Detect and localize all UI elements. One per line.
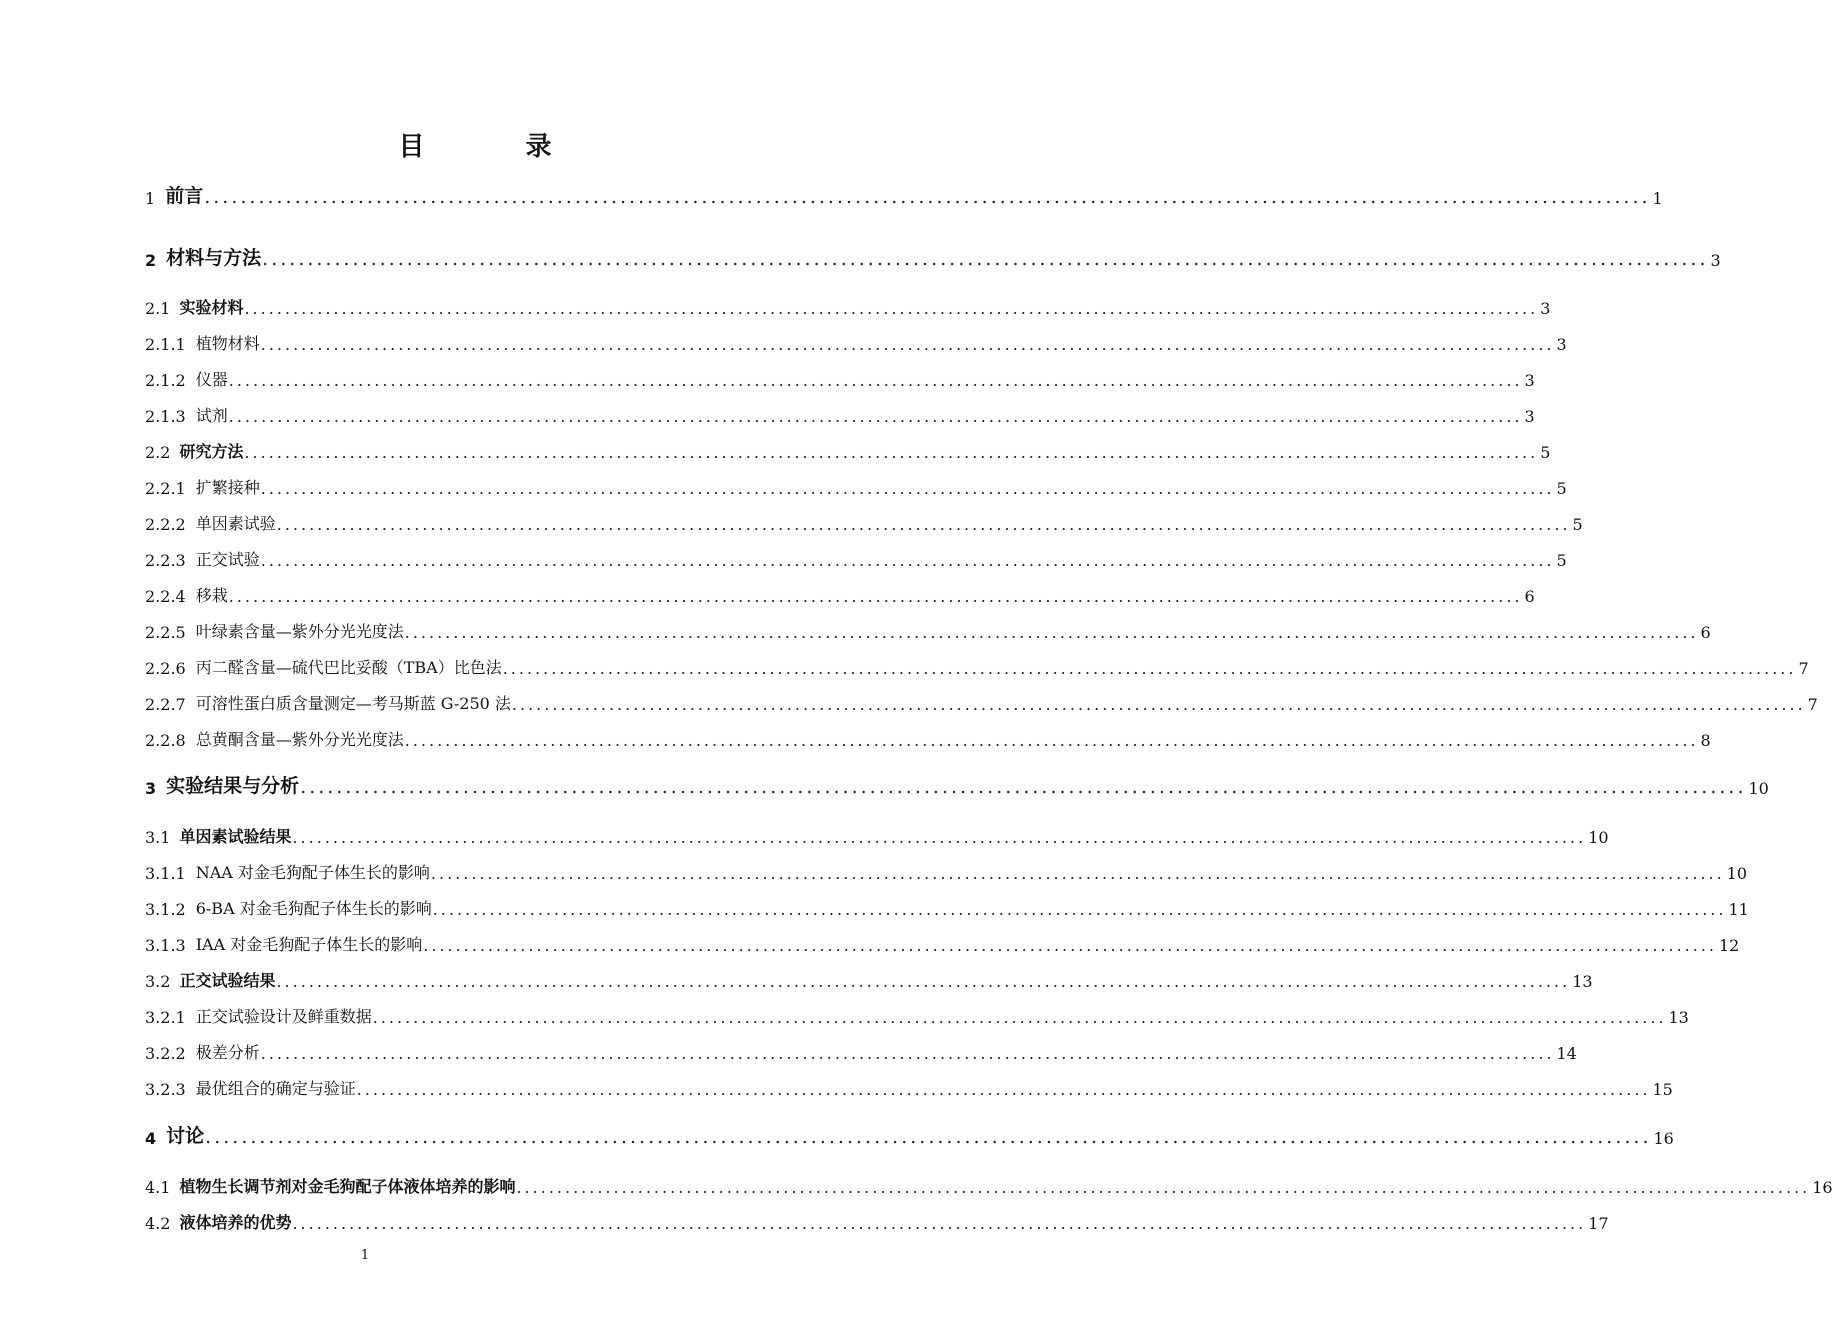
toc-entry[interactable] xyxy=(145,506,1583,534)
toc-entry[interactable] xyxy=(145,434,1551,462)
dot-leader: ................................................................................................................................................................ xyxy=(276,515,1571,534)
toc-entry[interactable] xyxy=(145,686,1818,714)
toc-entry-title: 叶绿素含量—紫外分光光度法 xyxy=(195,622,404,641)
toc-entry-page: 1 xyxy=(1652,189,1663,208)
dot-leader: ................................................................................................................................................................ xyxy=(262,248,1709,270)
toc-entry-title: 植物生长调节剂对金毛狗配子体液体培养的影响 xyxy=(179,1177,516,1196)
toc-entry-page: 13 xyxy=(1668,1008,1689,1027)
dot-leader: ................................................................................................................................................................ xyxy=(260,551,1555,570)
toc-entry[interactable] xyxy=(145,722,1711,750)
dot-leader: ................................................................................................................................................................ xyxy=(292,1214,1587,1233)
toc-entry-number: 2.2.4 xyxy=(145,587,186,606)
toc-entry-number: 3.1 xyxy=(145,828,171,847)
toc-entry[interactable] xyxy=(145,891,1749,919)
toc-entry-page: 3 xyxy=(1524,407,1535,426)
toc-entry[interactable] xyxy=(145,578,1535,606)
toc-entry-page: 7 xyxy=(1807,695,1818,714)
toc-entry-page: 3 xyxy=(1556,335,1567,354)
toc-entry-title: 实验材料 xyxy=(179,298,244,317)
dot-leader: ................................................................................................................................................................ xyxy=(432,900,1727,919)
toc-entry-number: 3.2 xyxy=(145,972,171,991)
dot-leader: ................................................................................................................................................................ xyxy=(228,587,1523,606)
toc-entry-number: 3.2.1 xyxy=(145,1008,186,1027)
dot-leader: ................................................................................................................................................................ xyxy=(260,335,1555,354)
dot-leader: ................................................................................................................................................................ xyxy=(511,695,1806,714)
dot-leader: ................................................................................................................................................................ xyxy=(356,1080,1651,1099)
toc-entry-page: 3 xyxy=(1710,251,1721,270)
toc-entry-page: 10 xyxy=(1748,779,1769,798)
toc-entry-number: 2.2.5 xyxy=(145,623,186,642)
toc-entry[interactable] xyxy=(145,180,1663,208)
dot-leader: ................................................................................................................................................................ xyxy=(502,659,1797,678)
toc-entry-number: 2.2 xyxy=(145,443,171,462)
dot-leader: ................................................................................................................................................................ xyxy=(430,864,1725,883)
dot-leader: ................................................................................................................................................................ xyxy=(228,407,1523,426)
toc-entry-number: 2.2.1 xyxy=(145,479,186,498)
toc-entry-number: 3.2.3 xyxy=(145,1080,186,1099)
toc-entry-title: 正交试验结果 xyxy=(179,971,276,990)
dot-leader: ................................................................................................................................................................ xyxy=(300,776,1747,798)
toc-entry[interactable] xyxy=(145,326,1567,354)
dot-leader: ................................................................................................................................................................ xyxy=(404,731,1699,750)
toc-entry-number: 2.2.7 xyxy=(145,695,186,714)
toc-entry-page: 5 xyxy=(1540,443,1551,462)
toc-entry-title: 仪器 xyxy=(195,370,228,389)
toc-entry-title: 实验结果与分析 xyxy=(166,775,300,797)
dot-leader: ................................................................................................................................................................ xyxy=(516,1178,1811,1197)
dot-leader: ................................................................................................................................................................ xyxy=(423,936,1717,955)
toc-entry-title: NAA 对金毛狗配子体生长的影响 xyxy=(195,863,430,882)
toc-entry-page: 16 xyxy=(1812,1178,1833,1197)
toc-entry-page: 5 xyxy=(1556,551,1567,570)
toc-entry-page: 5 xyxy=(1572,515,1583,534)
dot-leader: ................................................................................................................................................................ xyxy=(372,1008,1667,1027)
toc-entry[interactable] xyxy=(145,963,1593,991)
toc-entry-page: 6 xyxy=(1700,623,1711,642)
toc-entry-title: 植物材料 xyxy=(195,334,260,353)
toc-entry[interactable] xyxy=(145,290,1551,318)
toc-entry-number: 3.1.2 xyxy=(145,900,186,919)
toc-entry-page: 10 xyxy=(1726,864,1748,883)
dot-leader: ................................................................................................................................................................ xyxy=(404,623,1699,642)
toc-entry-number: 2.1.1 xyxy=(145,335,186,354)
toc-entry-title: 研究方法 xyxy=(179,442,244,461)
toc-entry[interactable] xyxy=(145,398,1535,426)
toc-entry-page: 11 xyxy=(1728,900,1749,919)
toc-entry-number: 3.1.3 xyxy=(145,936,186,955)
toc-entry[interactable] xyxy=(145,770,1769,798)
toc-entry-page: 8 xyxy=(1700,731,1711,750)
toc-entry-title: IAA 对金毛狗配子体生长的影响 xyxy=(195,935,423,954)
toc-entry-page: 12 xyxy=(1719,936,1740,955)
toc-entry-number: 1 xyxy=(145,189,156,208)
toc-entry-page: 3 xyxy=(1540,299,1551,318)
toc-entry[interactable] xyxy=(145,1071,1673,1099)
toc-entry-title: 总黄酮含量—紫外分光光度法 xyxy=(195,730,404,749)
toc-entry-title: 扩繁接种 xyxy=(195,478,260,497)
toc-entry-number: 3 xyxy=(145,779,157,798)
toc-entry-page: 7 xyxy=(1798,659,1809,678)
toc-entry-title: 材料与方法 xyxy=(166,247,262,269)
toc-entry[interactable] xyxy=(145,1035,1577,1063)
toc-entry-number: 2.1.2 xyxy=(145,371,186,390)
toc-entry[interactable] xyxy=(145,1169,1833,1197)
toc-entry-title: 移栽 xyxy=(195,586,228,605)
toc-entry-title: 讨论 xyxy=(166,1125,205,1147)
toc-entry-number: 4.2 xyxy=(145,1214,171,1233)
toc-entry[interactable] xyxy=(145,927,1740,955)
dot-leader: ................................................................................................................................................................ xyxy=(244,443,1539,462)
toc-entry-title: 单因素试验结果 xyxy=(179,827,292,846)
dot-leader: ................................................................................................................................................................ xyxy=(260,479,1555,498)
toc-entry-page: 10 xyxy=(1588,828,1609,847)
toc-entry-title: 极差分析 xyxy=(195,1043,260,1062)
toc-entry-title: 正交试验设计及鲜重数据 xyxy=(195,1007,372,1026)
toc-entry-number: 3.2.2 xyxy=(145,1044,186,1063)
toc-entry-title: 最优组合的确定与验证 xyxy=(195,1079,356,1098)
toc-entry-title: 前言 xyxy=(165,185,204,207)
dot-leader: ................................................................................................................................................................ xyxy=(205,1126,1652,1148)
dot-leader: ................................................................................................................................................................ xyxy=(276,972,1571,991)
toc-entry[interactable] xyxy=(145,362,1535,390)
toc-entry-number: 3.1.1 xyxy=(145,864,186,883)
toc-entry-page: 6 xyxy=(1524,587,1535,606)
toc-entry-title: 正交试验 xyxy=(195,550,260,569)
toc-entry-number: 2 xyxy=(145,251,157,270)
toc-entry-number: 4.1 xyxy=(145,1178,171,1197)
toc-entry-page: 16 xyxy=(1653,1129,1674,1148)
toc-entry[interactable] xyxy=(145,999,1689,1027)
toc-entry[interactable] xyxy=(145,819,1609,847)
toc-entry-number: 2.2.8 xyxy=(145,731,186,750)
toc-entry[interactable] xyxy=(145,855,1748,883)
toc-entry-page: 17 xyxy=(1588,1214,1609,1233)
toc-entry-title: 6-BA 对金毛狗配子体生长的影响 xyxy=(195,899,432,918)
toc-entry-number: 2.2.6 xyxy=(145,659,186,678)
toc-entry-number: 2.2.3 xyxy=(145,551,186,570)
toc-entry[interactable] xyxy=(145,1205,1609,1233)
toc-entry-page: 14 xyxy=(1556,1044,1577,1063)
toc-entry-title: 丙二醛含量—硫代巴比妥酸（TBA）比色法 xyxy=(195,658,502,677)
dot-leader: ................................................................................................................................................................ xyxy=(244,299,1539,318)
page-number: 1 xyxy=(360,1248,370,1263)
dot-leader: ................................................................................................................................................................ xyxy=(228,371,1523,390)
toc-entry-number: 2.2.2 xyxy=(145,515,186,534)
toc-entry-number: 2.1 xyxy=(145,299,171,318)
toc-entry-page: 5 xyxy=(1556,479,1567,498)
dot-leader: ................................................................................................................................................................ xyxy=(260,1044,1555,1063)
toc-entry-page: 13 xyxy=(1572,972,1593,991)
toc-entry-number: 4 xyxy=(145,1129,157,1148)
toc-entry-title: 液体培养的优势 xyxy=(179,1213,292,1232)
dot-leader: ................................................................................................................................................................ xyxy=(204,186,1651,208)
toc-entry[interactable] xyxy=(145,542,1567,570)
toc-entry-page: 3 xyxy=(1524,371,1535,390)
toc-entry[interactable] xyxy=(145,242,1721,270)
page-title: 目 录 xyxy=(398,132,598,162)
toc-entry-title: 可溶性蛋白质含量测定—考马斯蓝 G-250 法 xyxy=(195,694,511,713)
dot-leader: ................................................................................................................................................................ xyxy=(292,828,1587,847)
toc-entry[interactable] xyxy=(145,650,1809,678)
toc-entry-title: 单因素试验 xyxy=(195,514,276,533)
toc-entry-number: 2.1.3 xyxy=(145,407,186,426)
toc-entry-page: 15 xyxy=(1652,1080,1673,1099)
toc-entry-title: 试剂 xyxy=(195,406,228,425)
toc-entry[interactable] xyxy=(145,470,1567,498)
toc-entry[interactable] xyxy=(145,1120,1674,1148)
toc-entry[interactable] xyxy=(145,614,1711,642)
